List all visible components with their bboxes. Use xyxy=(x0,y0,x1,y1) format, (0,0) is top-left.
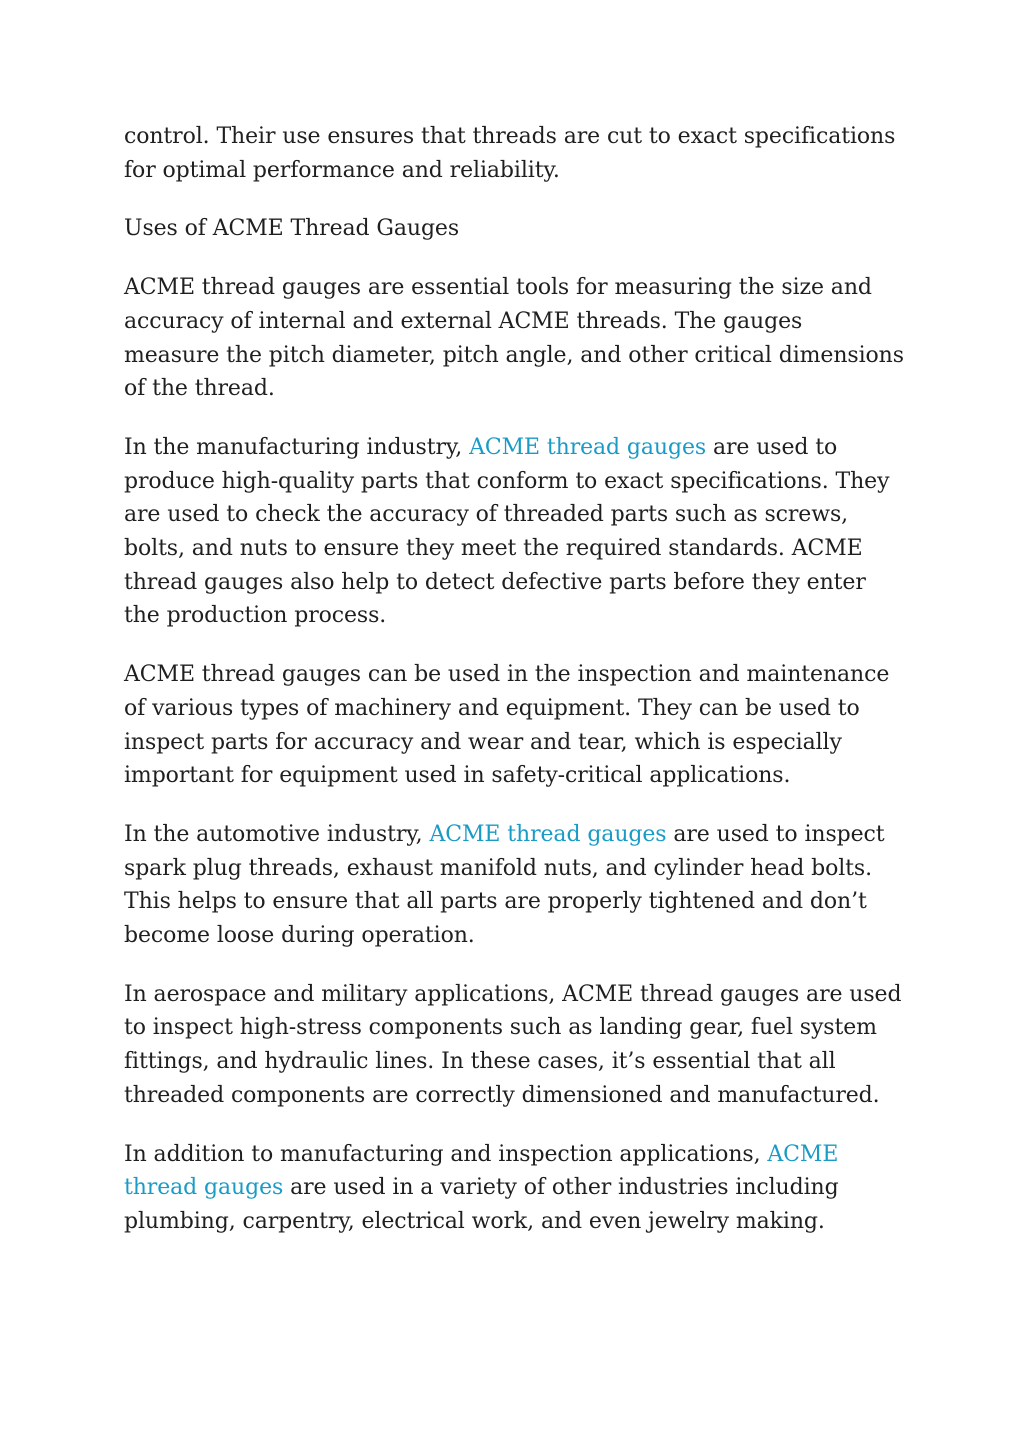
paragraph-manufacturing-before: In the manufacturing industry, xyxy=(124,434,470,460)
paragraph-other-industries xyxy=(124,1138,904,1239)
paragraph-tools xyxy=(124,271,904,406)
section-heading-text: Uses of ACME Thread Gauges xyxy=(124,216,460,242)
paragraph-intro-text: control. Their use ensures that threads are cut to exact specifications for optimal performance and reliability. xyxy=(124,124,896,183)
paragraph-manufacturing-after: are used to produce high-quality parts that conform to exact specifications. They are used to check the accuracy of threaded parts such as screws, bolts, and nuts to ensure they meet the required standards. ACME thread gauges also help to detect defective parts before they enter the production process. xyxy=(124,434,890,629)
paragraph-automotive-before: In the automotive industry, xyxy=(124,821,430,847)
paragraph-automotive-after: are used to inspect spark plug threads, exhaust manifold nuts, and cylinder head bolts. This helps to ensure that all parts are properly tightened and don’t become loose during operation. xyxy=(124,821,885,949)
paragraph-intro xyxy=(124,120,904,187)
paragraph-inspection-text: ACME thread gauges can be used in the inspection and maintenance of various types of machinery and equipment. They can be used to inspect parts for accuracy and wear and tear, which is especially important for equipment used in safety-critical applications. xyxy=(124,662,890,789)
paragraph-tools-text: ACME thread gauges are essential tools for measuring the size and accuracy of internal and external ACME threads. The gauges measure the pitch diameter, pitch angle, and other critical dimensions of the thread. xyxy=(124,275,904,402)
paragraph-aerospace-text: In aerospace and military applications, ACME thread gauges are used to inspect high-stress components such as landing gear, fuel system fittings, and hydraulic lines. In these cases, it’s essential that all threaded components are correctly dimensioned and manufactured. xyxy=(124,981,902,1108)
paragraph-other-before: In addition to manufacturing and inspection applications, xyxy=(124,1141,768,1167)
acme-thread-gauges-link[interactable]: ACME thread gauges xyxy=(469,434,707,460)
document-body xyxy=(124,120,904,1264)
paragraph-automotive xyxy=(124,818,904,953)
acme-thread-gauges-link[interactable]: ACME thread gauges xyxy=(124,1141,839,1201)
paragraph-aerospace xyxy=(124,978,904,1113)
paragraph-other-after: are used in a variety of other industries including plumbing, carpentry, electrical work, and even jewelry making. xyxy=(124,1175,839,1234)
section-heading xyxy=(124,212,904,246)
paragraph-inspection xyxy=(124,658,904,793)
paragraph-manufacturing xyxy=(124,431,904,633)
acme-thread-gauges-link[interactable]: ACME thread gauges xyxy=(429,821,667,847)
